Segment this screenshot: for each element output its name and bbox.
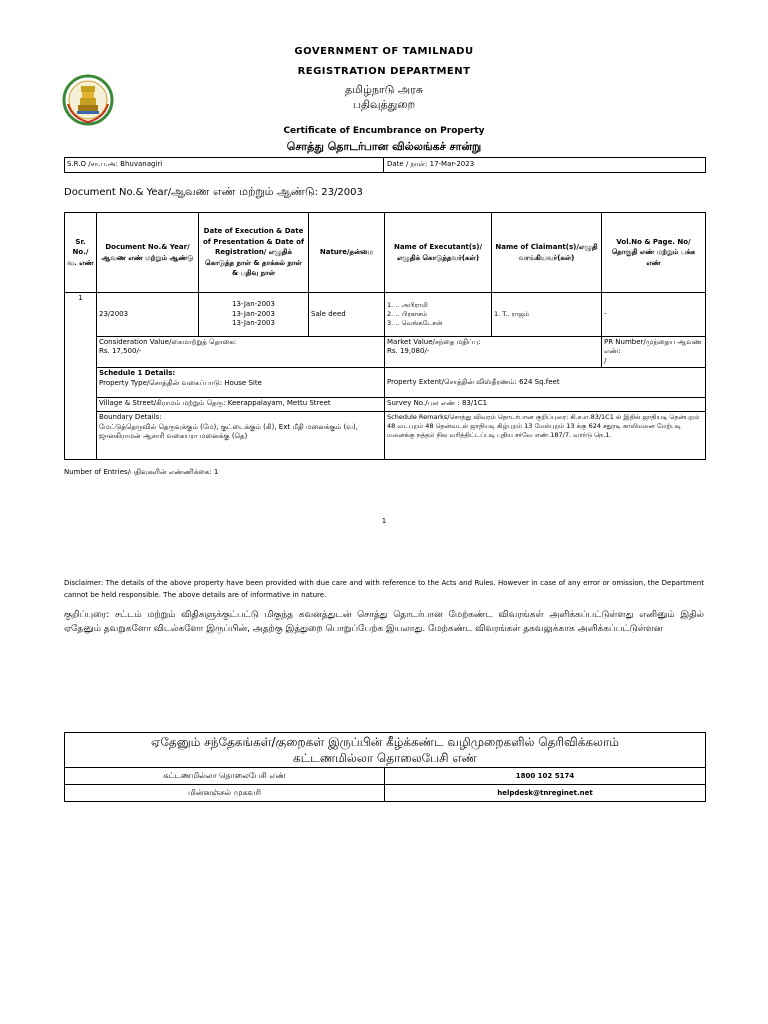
market-value: Market Value/சந்தை மதிப்பு: Rs. 19,080/-	[385, 337, 602, 368]
disclaimer-english: Disclaimer: The details of the above property have been provided with due care and with reference to the Acts and Rules. However in case of any error or omission, the Department cannot be held responsible. The above details are of informative in nature.	[64, 579, 704, 599]
schedule-village: Village & Street/கிராமம் மற்றும் தெரு: Keerappalayam, Mettu Street	[97, 398, 385, 412]
table-row	[65, 293, 706, 337]
email-value[interactable]: helpdesk@tnreginet.net	[385, 785, 706, 802]
phone-value: 1800 102 5174	[385, 768, 706, 785]
schedule-boundary: Boundary Details: மேட்டுத்தெருவில் தெருவுக்கும் (மே), குட்டைக்கும் (கி), Ext மீதி மனைக்கும் (வ), ஜானகிராமன் ஆசாரி வகையரா மனைக்கு (தெ)	[97, 412, 385, 460]
page-number: 1	[381, 517, 387, 525]
row-executants: 1. .. அபிராமி 2. .. பிரகாசம் 3. .. வெங்கடேசன்	[385, 293, 492, 337]
tamilnadu-emblem-icon	[62, 74, 114, 126]
contact-table	[64, 732, 706, 802]
number-of-entries: Number of Entries/பதிவுகளின் எண்ணிக்கை: 1	[64, 468, 219, 476]
row-dates: 13-Jan-2003 13-Jan-2003 13-Jan-2003	[199, 293, 309, 337]
header-executants: Name of Executant(s)/ எழுதிக் கொடுத்தவர்(கள்)	[385, 213, 492, 293]
date-field: Date / நாள்: 17-Mar-2023	[387, 160, 475, 168]
contact-heading: ஏதேனும் சந்தேகங்கள்/குறைகள் இருப்பின் கீழ்க்கண்ட வழிமுறைகளில் தெரிவிக்கலாம் கட்டணமில்லா தொலைபேசி எண்	[65, 733, 706, 768]
schedule-extent: Property Extent/சொத்தின் விஸ்தீரணம்: 624 Sq.feet	[385, 368, 706, 398]
government-title: GOVERNMENT OF TAMILNADU	[294, 46, 474, 57]
schedule-survey: Survey No./புல எண் : 83/1C1	[385, 398, 706, 412]
phone-label: கட்டணமில்லா தொலைபேசி எண்	[65, 768, 385, 785]
header-docno: Document No.& Year/ ஆவண எண் மற்றும் ஆண்டு	[97, 213, 199, 293]
header-volume: Vol.No & Page. No/ தொகுதி எண் மற்றும் பக்க எண்	[602, 213, 706, 293]
row-srno: 1	[65, 293, 97, 460]
certificate-title-tamil: சொத்து தொடர்பான வில்லங்கச் சான்று	[286, 140, 482, 153]
row-volume: -	[602, 293, 706, 337]
department-title-tamil: பதிவுத்துறை	[352, 98, 416, 111]
row-docno: 23/2003	[97, 293, 199, 337]
consideration-value: Consideration Value/கைமாற்றுத் தொகை: Rs. 17,500/-	[97, 337, 385, 368]
header-dates: Date of Execution & Date of Presentation & Date of Registration/ எழுதிக் கொடுத்த நாள் & தாக்கல் நாள் & பதிவு நாள்	[199, 213, 309, 293]
header-claimants: Name of Claimant(s)/எழுதி வாங்கியவர்(கள்)	[492, 213, 602, 293]
certificate-title: Certificate of Encumbrance on Property	[283, 126, 485, 136]
email-label: மின்னஞ்சல் முகவரி	[65, 785, 385, 802]
header-srno: Sr. No./ வ. எண்	[65, 213, 97, 293]
schedule-remarks: Schedule Remarks/சொத்து விவரம் தொடர்பான குறிப்புரை: கி.ச.எ.83/1C1 ல் இதில் ஜாதியடி தென்புறம் 48 வடபுறம் 48 தென்வடல் ஜாதியடி கிழ்புறம் 13 மேல்புறம் 13 க்கு 624 சதுரடி காலிமனை மேற்படி மனைக்கு நத்தம் நில வரித்திட்டப்படி புதிய சர்வே எண்.187/7. வார்டு நெ.1.	[385, 412, 706, 460]
pr-number: PR Number/முந்தைய ஆவண எண்: /	[602, 337, 706, 368]
government-title-tamil: தமிழ்நாடு அரசு	[344, 83, 424, 96]
row-nature: Sale deed	[309, 293, 385, 337]
row-claimants: 1. T.. ராஜம்	[492, 293, 602, 337]
header-nature: Nature/தன்மை	[309, 213, 385, 293]
sro-field: S.R.O /சா.ப.அ: Bhuvanagiri	[67, 160, 163, 168]
document-number: Document No.& Year/ஆவண எண் மற்றும் ஆண்டு: 23/2003	[64, 185, 363, 198]
schedule-property-type: Schedule 1 Details: Property Type/சொத்தின் வகைப்பாடு: House Site	[97, 368, 385, 398]
encumbrance-table	[64, 212, 706, 460]
department-title: REGISTRATION DEPARTMENT	[297, 66, 471, 77]
sro-date-box	[64, 157, 706, 173]
disclaimer-tamil: குறிப்புரை: சட்டம் மற்றும் விதிகளுக்குட்பட்டு மிகுந்த கவனத்துடன் சொத்து தொடர்பான மேற்கண்ட விவரங்கள் அளிக்கப்பட்டுள்ளது எனினும் இதில் ஏதேனும் தவறுகளோ விடல்களோ இருப்பின், அதற்கு இத்துறை பொறுப்பேற்க இயலாது. மேற்கண்ட விவரங்கள் தகவலுக்காக அளிக்கப்பட்டுள்ளன	[64, 610, 704, 634]
